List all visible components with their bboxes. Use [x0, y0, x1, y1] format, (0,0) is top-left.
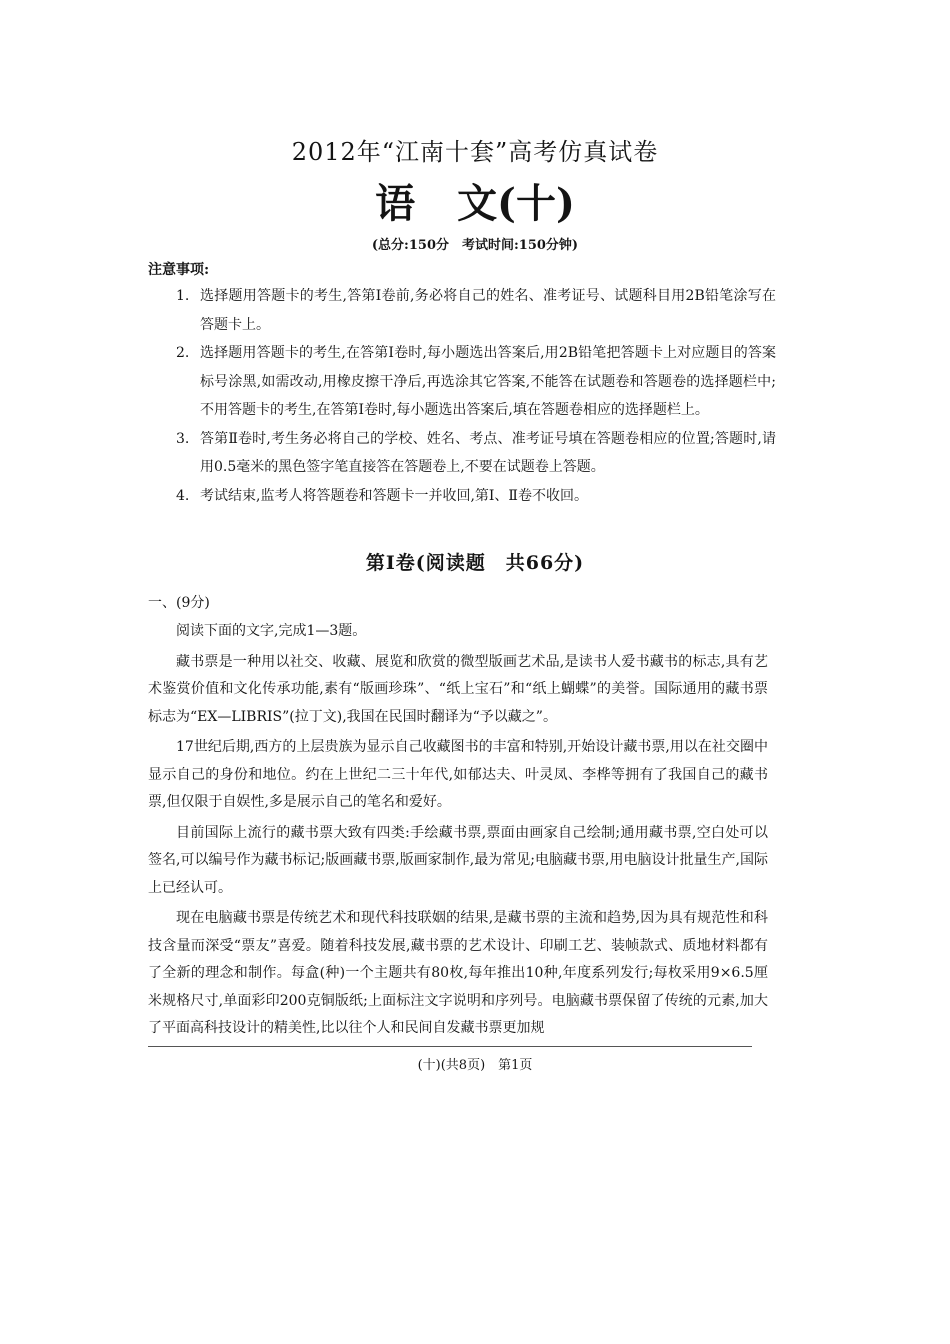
exam-title: 2012年“江南十套”高考仿真试卷 — [291, 138, 659, 166]
note-number: 4. — [176, 487, 190, 504]
note-text: 答第Ⅱ卷时,考生务必将自己的学校、姓名、考点、准考证号填在答题卷相应的位置;答题时,请用0.5毫米的黑色签字笔直接答在答题卷上,不要在试题卷上答题。 — [200, 430, 776, 475]
section-title: 第Ⅰ卷(阅读题 共66分) — [365, 552, 585, 574]
subject-title — [0, 172, 950, 229]
notes-heading: 注意事项: — [148, 262, 210, 278]
passage-paragraph: 阅读下面的文字,完成1—3题。 — [176, 623, 367, 639]
footer-divider — [148, 1046, 752, 1047]
passage-paragraph: 目前国际上流行的藏书票大致有四类:手绘藏书票,票面由画家自己绘制;通用藏书票,空白处可以签名,可以编号作为藏书标记;版画藏书票,版画家制作,最为常见;电脑藏书票,用电脑设计批量生产,国际上已经认可。 — [148, 824, 768, 896]
note-text: 选择题用答题卡的考生,答第Ⅰ卷前,务必将自己的姓名、准考证号、试题科目用2B铅笔涂写在答题卡上。 — [200, 288, 776, 333]
passage-paragraph: 现在电脑藏书票是传统艺术和现代科技联姻的结果,是藏书票的主流和趋势,因为具有规范性和科技含量而深受“票友”喜爱。随着科技发展,藏书票的艺术设计、印刷工艺、装帧款式、质地材料都有了全新的理念和制作。每盒(种)一个主题共有80枚,每年推出10种,年度系列发行;每枚采用9×6.5厘米规格尺寸,单面彩印200克铜版纸;上面标注文字说明和序列号。电脑藏书票保留了传统的元素,加大了平面高科技设计的精美性,比以往个人和民间自发藏书票更加规 — [148, 910, 768, 1036]
note-text: 考试结束,监考人将答题卷和答题卡一并收回,第Ⅰ、Ⅱ卷不收回。 — [200, 487, 588, 504]
note-text: 选择题用答题卡的考生,在答第Ⅰ卷时,每小题选出答案后,用2B铅笔把答题卡上对应题目的答案标号涂黑,如需改动,用橡皮擦干净后,再选涂其它答案,不能答在试题卷和答题卷的选择题栏中;不用答题卡的考生,在答第Ⅰ卷时,每小题选出答案后,填在答题卷相应的选择题栏上。 — [200, 345, 776, 418]
note-number: 2. — [176, 345, 190, 361]
reading-passage — [148, 618, 768, 1046]
passage-paragraph: 17世纪后期,西方的上层贵族为显示自己收藏图书的丰富和特别,开始设计藏书票,用以在社交圈中显示自己的身份和地位。约在上世纪二三十年代,如郁达夫、叶灵凤、李桦等拥有了我国自己的藏书票,但仅限于自娱性,多是展示自己的笔名和爱好。 — [148, 739, 768, 810]
note-item — [176, 425, 776, 482]
exam-info: (总分:150分 考试时间:150分钟) — [371, 238, 579, 253]
page-footer: (十)(共8页) 第1页 — [417, 1058, 533, 1073]
subject-title-part1: 语 — [375, 180, 416, 227]
part-label: 一、(9分) — [148, 595, 210, 611]
note-number: 3. — [176, 430, 190, 447]
note-number: 1. — [176, 288, 190, 304]
note-item — [176, 339, 776, 425]
passage-paragraph: 藏书票是一种用以社交、收藏、展览和欣赏的微型版画艺术品,是读书人爱书藏书的标志,具有艺术鉴赏价值和文化传承功能,素有“版画珍珠”、“纸上宝石”和“纸上蝴蝶”的美誉。国际通用的藏书票标志为“EX—LIBRIS”(拉丁文),我国在民国时翻译为“予以藏之”。 — [148, 653, 768, 725]
note-item — [176, 482, 776, 511]
notes-list — [176, 282, 776, 510]
subject-title-part2: 文(十) — [457, 180, 575, 227]
note-item — [176, 282, 776, 339]
